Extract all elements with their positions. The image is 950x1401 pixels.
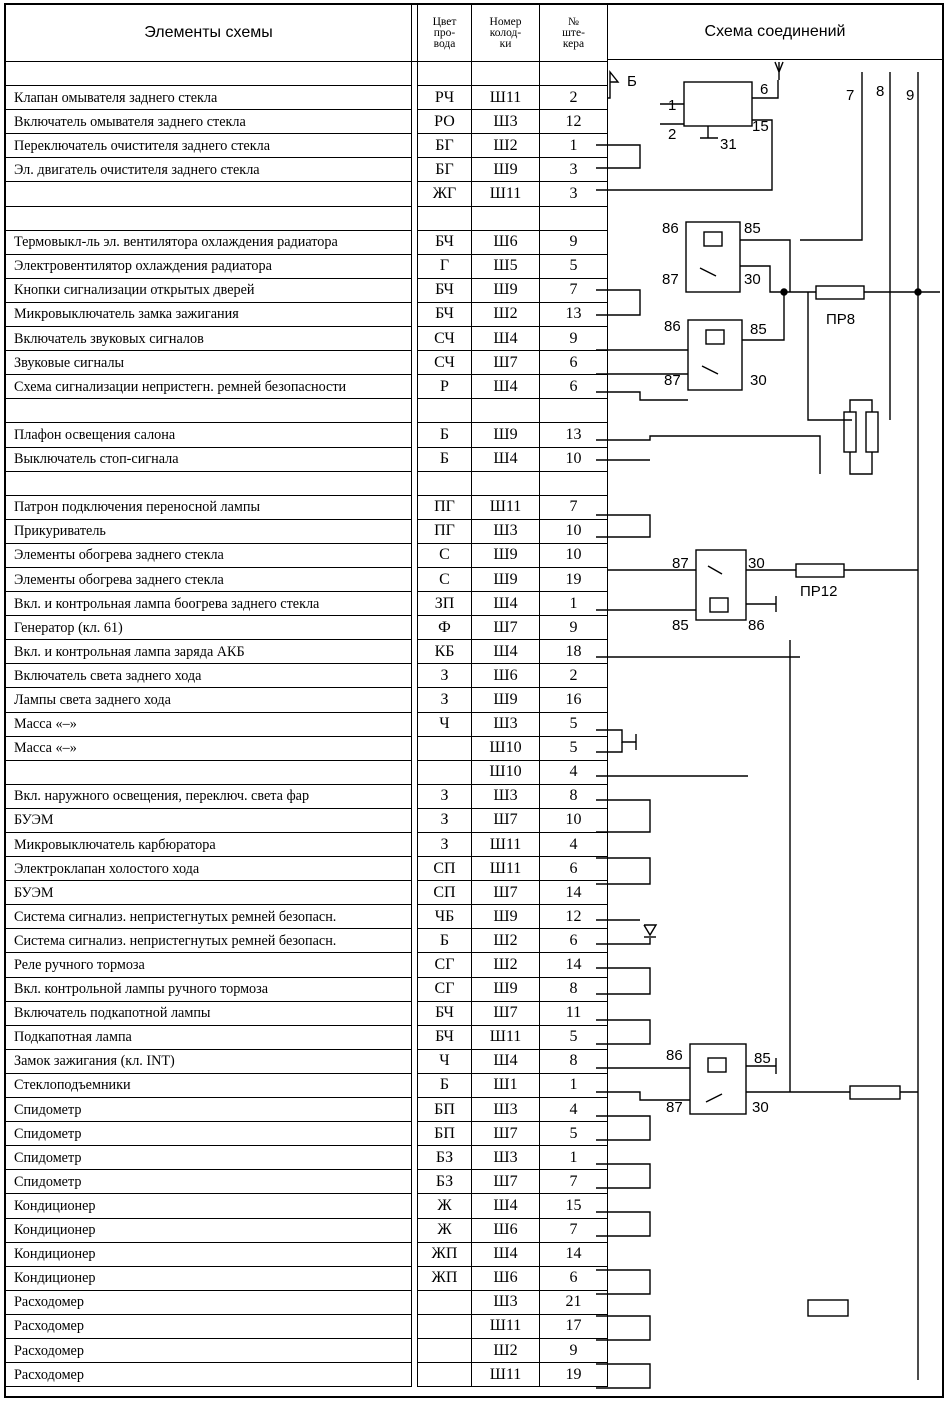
row-element: Звуковые сигналы [6,351,412,375]
row-pin-number: 18 [540,640,608,664]
row-block-number: Ш7 [472,881,540,905]
row-wire-color: СЧ [418,351,472,375]
row-wire-color: З [418,688,472,712]
row-block-number: Ш2 [472,134,540,158]
row-wire-color: БП [418,1098,472,1122]
row-element: Включатель света заднего хода [6,664,412,688]
wiper-motor-box [684,82,752,126]
relay1-pin-30: 30 [744,271,761,288]
fuse-pr8 [816,286,864,299]
row-wire-color: Б [418,929,472,953]
row-pin-number: 2 [540,86,608,110]
row-element: Масса «–» [6,736,412,760]
row-element: Патрон подключения переносной лампы [6,495,412,519]
row-wire-color: З [418,664,472,688]
row-wire-color: КБ [418,640,472,664]
row-pin-number: 9 [540,230,608,254]
row-element: Включатель звуковых сигналов [6,327,412,351]
row-pin-number: 10 [540,447,608,471]
row-pin-number: 8 [540,977,608,1001]
row-pin-number: 6 [540,375,608,399]
fuse-pr12 [796,564,844,577]
row-pin-number: 14 [540,953,608,977]
row-element: Эл. двигатель очистителя заднего стекла [6,158,412,182]
row-element: Система сигнализ. непристегнутых ремней безопасн. [6,905,412,929]
line-label-8: 8 [876,83,885,100]
row-wire-color: ПГ [418,495,472,519]
row-wire-color: БЗ [418,1146,472,1170]
row-block-number: Ш7 [472,1001,540,1025]
row-wire-color: БЧ [418,1001,472,1025]
row-block-number: Ш6 [472,664,540,688]
row-element: Кондиционер [6,1194,412,1218]
row-element: Спидометр [6,1098,412,1122]
row-wire-color: ЖП [418,1242,472,1266]
row-pin-number: 16 [540,688,608,712]
row-element: Термовыкл-ль эл. вентилятора охлаждения радиатора [6,230,412,254]
wiper-pin-31: 31 [720,136,737,153]
row-pin-number: 5 [540,1122,608,1146]
row-block-number: Ш4 [472,640,540,664]
row-element: Спидометр [6,1122,412,1146]
row-pin-number: 12 [540,905,608,929]
row-pin-number: 10 [540,543,608,567]
row-block-number: Ш6 [472,230,540,254]
row-block-number: Ш11 [472,495,540,519]
row-wire-color: БГ [418,158,472,182]
relay3-pin-86: 86 [748,617,765,634]
row-block-number: Ш3 [472,1098,540,1122]
row-block-number: Ш3 [472,1146,540,1170]
relay4-pin-87: 87 [666,1099,683,1116]
row-block-number: Ш3 [472,1290,540,1314]
row-pin-number: 6 [540,929,608,953]
row-pin-number: 5 [540,736,608,760]
row-block-number: Ш4 [472,1049,540,1073]
supply-lines [775,62,918,1380]
row-element: Включатель омывателя заднего стекла [6,110,412,134]
row-block-number: Ш10 [472,760,540,784]
wiper-pin-15: 15 [752,118,769,135]
row-pin-number: 19 [540,567,608,591]
wiper-motor-block [596,72,778,190]
row-block-number: Ш9 [472,278,540,302]
row-pin-number: 1 [540,134,608,158]
row-pin-number: 8 [540,784,608,808]
row-wire-color: СГ [418,977,472,1001]
relay4-pin-86: 86 [666,1047,683,1064]
row-block-number: Ш2 [472,1338,540,1362]
row-wire-color: С [418,567,472,591]
ground-label-b: Б [627,73,637,90]
relay2-pin-86: 86 [664,318,681,335]
wiper-pin-1: 1 [668,97,677,114]
line-label-7: 7 [846,87,855,104]
row-wire-color: РЧ [418,86,472,110]
row-wire-color: СЧ [418,327,472,351]
row-pin-number: 10 [540,808,608,832]
row-element: Прикуриватель [6,519,412,543]
row-block-number: Ш4 [472,1242,540,1266]
row-block-number: Ш9 [472,423,540,447]
row-block-number: Ш3 [472,784,540,808]
row-pin-number: 1 [540,1146,608,1170]
row-pin-number: 10 [540,519,608,543]
connector-box [808,1300,848,1316]
row-pin-number: 9 [540,1338,608,1362]
row-block-number: Ш3 [472,110,540,134]
line-label-9: 9 [906,87,915,104]
relay1-pin-86: 86 [662,220,679,237]
row-element: Вкл. контрольной лампы ручного тормоза [6,977,412,1001]
row-wire-color: БЧ [418,230,472,254]
row-wire-color: РО [418,110,472,134]
row-block-number: Ш2 [472,929,540,953]
row-wire-color: БЧ [418,302,472,326]
row-pin-number: 6 [540,1266,608,1290]
row-element: Элементы обогрева заднего стекла [6,567,412,591]
row-element: БУЭМ [6,808,412,832]
row-element: Вкл. и контрольная лампа заряда АКБ [6,640,412,664]
row-pin-number: 2 [540,664,608,688]
row-wire-color: Ж [418,1218,472,1242]
row-wire-color: СП [418,857,472,881]
row-loops [596,145,820,1388]
row-element: Спидометр [6,1146,412,1170]
row-pin-number: 7 [540,495,608,519]
row-wire-color: ПГ [418,519,472,543]
relay3-pin-30: 30 [748,555,765,572]
header-wire-color: Цвет про- вода [418,5,472,62]
row-pin-number: 21 [540,1290,608,1314]
relay2-pin-85: 85 [750,321,767,338]
relay-2 [596,292,784,390]
row-element: Генератор (кл. 61) [6,616,412,640]
row-block-number: Ш10 [472,736,540,760]
row-pin-number: 1 [540,592,608,616]
relay2-pin-30: 30 [750,372,767,389]
row-block-number: Ш7 [472,351,540,375]
row-wire-color: ЧБ [418,905,472,929]
row-block-number: Ш4 [472,447,540,471]
row-pin-number: 7 [540,278,608,302]
row-wire-color: БП [418,1122,472,1146]
row-wire-color: ЖГ [418,182,472,206]
row-pin-number: 1 [540,1073,608,1097]
row-wire-color: Б [418,423,472,447]
row-block-number: Ш11 [472,182,540,206]
header-elements: Элементы схемы [6,5,412,62]
wiper-pin-2: 2 [668,126,677,143]
row-wire-color: З [418,808,472,832]
row-element: Кнопки сигнализации открытых дверей [6,278,412,302]
row-element: Расходомер [6,1290,412,1314]
row-pin-number: 4 [540,1098,608,1122]
row-wire-color: БЗ [418,1170,472,1194]
row-element: Выключатель стоп-сигнала [6,447,412,471]
row-block-number: Ш9 [472,543,540,567]
row-element: Подкапотная лампа [6,1025,412,1049]
row-block-number: Ш9 [472,905,540,929]
row-pin-number: 5 [540,1025,608,1049]
row-pin-number: 12 [540,110,608,134]
row-element: Электроклапан холостого хода [6,857,412,881]
header-pin-number: № ште- кера [540,5,608,62]
fuse-label-pr12: ПР12 [800,583,838,600]
row-element: Плафон освещения салона [6,423,412,447]
row-element: Реле ручного тормоза [6,953,412,977]
row-block-number: Ш4 [472,327,540,351]
row-pin-number: 6 [540,351,608,375]
wiper-pin-6: 6 [760,81,769,98]
row-pin-number: 13 [540,302,608,326]
row-wire-color: Б [418,1073,472,1097]
row-pin-number: 9 [540,327,608,351]
row-pin-number: 4 [540,833,608,857]
row-pin-number: 3 [540,182,608,206]
row-wire-color: С [418,543,472,567]
row-pin-number: 13 [540,423,608,447]
row-element: БУЭМ [6,881,412,905]
row-wire-color: Б [418,447,472,471]
row-wire-color: Г [418,254,472,278]
row-pin-number: 9 [540,616,608,640]
row-pin-number: 19 [540,1363,608,1387]
row-element: Лампы света заднего хода [6,688,412,712]
row-wire-color: З [418,833,472,857]
row-block-number: Ш7 [472,616,540,640]
row-pin-number: 3 [540,158,608,182]
row-element: Схема сигнализации непристегн. ремней безопасности [6,375,412,399]
row-element: Вкл. наружного освещения, переключ. света фар [6,784,412,808]
row-pin-number: 15 [540,1194,608,1218]
row-pin-number: 14 [540,1242,608,1266]
row-block-number: Ш7 [472,1170,540,1194]
row-pin-number: 14 [540,881,608,905]
relay4-pin-85: 85 [754,1050,771,1067]
row-block-number: Ш11 [472,1363,540,1387]
row-block-number: Ш3 [472,712,540,736]
row-element: Система сигнализ. непристегнутых ремней безопасн. [6,929,412,953]
row-wire-color: Р [418,375,472,399]
row-pin-number: 4 [540,760,608,784]
row-wire-color: БГ [418,134,472,158]
row-pin-number: 17 [540,1314,608,1338]
relay3-pin-87: 87 [672,555,689,572]
row-element: Элементы обогрева заднего стекла [6,543,412,567]
row-element: Расходомер [6,1338,412,1362]
relay2-pin-87: 87 [664,372,681,389]
row-wire-color: СП [418,881,472,905]
row-wire-color: Ч [418,712,472,736]
row-wire-color: Ч [418,1049,472,1073]
relay4-pin-30: 30 [752,1099,769,1116]
row-pin-number: 11 [540,1001,608,1025]
row-block-number: Ш9 [472,158,540,182]
row-wire-color: ЖП [418,1266,472,1290]
row-pin-number: 7 [540,1218,608,1242]
row-block-number: Ш2 [472,302,540,326]
row-element: Клапан омывателя заднего стекла [6,86,412,110]
row-wire-color: З [418,784,472,808]
fuse-label-pr8: ПР8 [826,311,856,328]
row-pin-number: 5 [540,712,608,736]
row-block-number: Ш9 [472,688,540,712]
row-element: Микровыключатель карбюратора [6,833,412,857]
row-block-number: Ш4 [472,592,540,616]
row-block-number: Ш5 [472,254,540,278]
row-block-number: Ш11 [472,1314,540,1338]
relay3-pin-85: 85 [672,617,689,634]
row-element: Переключатель очистителя заднего стекла [6,134,412,158]
row-element: Кондиционер [6,1266,412,1290]
row-element: Кондиционер [6,1242,412,1266]
row-block-number: Ш4 [472,375,540,399]
row-wire-color: БЧ [418,1025,472,1049]
row-element: Расходомер [6,1314,412,1338]
row-pin-number: 6 [540,857,608,881]
row-element: Электровентилятор охлаждения радиатора [6,254,412,278]
row-wire-color: БЧ [418,278,472,302]
row-element: Расходомер [6,1363,412,1387]
relay-3 [596,550,918,634]
row-block-number: Ш9 [472,977,540,1001]
row-element: Кондиционер [6,1218,412,1242]
relay1-pin-85: 85 [744,220,761,237]
row-wire-color: ЗП [418,592,472,616]
relay1-pin-87: 87 [662,271,679,288]
row-element: Спидометр [6,1170,412,1194]
row-pin-number: 5 [540,254,608,278]
row-block-number: Ш7 [472,808,540,832]
row-block-number: Ш9 [472,567,540,591]
row-wire-color: Ф [418,616,472,640]
row-block-number: Ш4 [472,1194,540,1218]
header-block-number: Номер колод- ки [472,5,540,62]
row-block-number: Ш11 [472,857,540,881]
row-wire-color: Ж [418,1194,472,1218]
row-element: Микровыключатель замка зажигания [6,302,412,326]
row-block-number: Ш11 [472,1025,540,1049]
row-pin-number: 7 [540,1170,608,1194]
row-element: Замок зажигания (кл. INT) [6,1049,412,1073]
row-element: Вкл. и контрольная лампа боогрева заднего стекла [6,592,412,616]
row-block-number: Ш3 [472,519,540,543]
row-element: Масса «–» [6,712,412,736]
row-block-number: Ш6 [472,1266,540,1290]
row-block-number: Ш6 [472,1218,540,1242]
row-block-number: Ш11 [472,833,540,857]
row-block-number: Ш7 [472,1122,540,1146]
row-block-number: Ш2 [472,953,540,977]
row-block-number: Ш11 [472,86,540,110]
scheme-title: Схема соединений [608,4,942,60]
row-element: Включатель подкапотной лампы [6,1001,412,1025]
row-wire-color: СГ [418,953,472,977]
row-block-number: Ш1 [472,1073,540,1097]
row-pin-number: 8 [540,1049,608,1073]
resistor-pair [844,400,878,474]
row-element: Стеклоподъемники [6,1073,412,1097]
